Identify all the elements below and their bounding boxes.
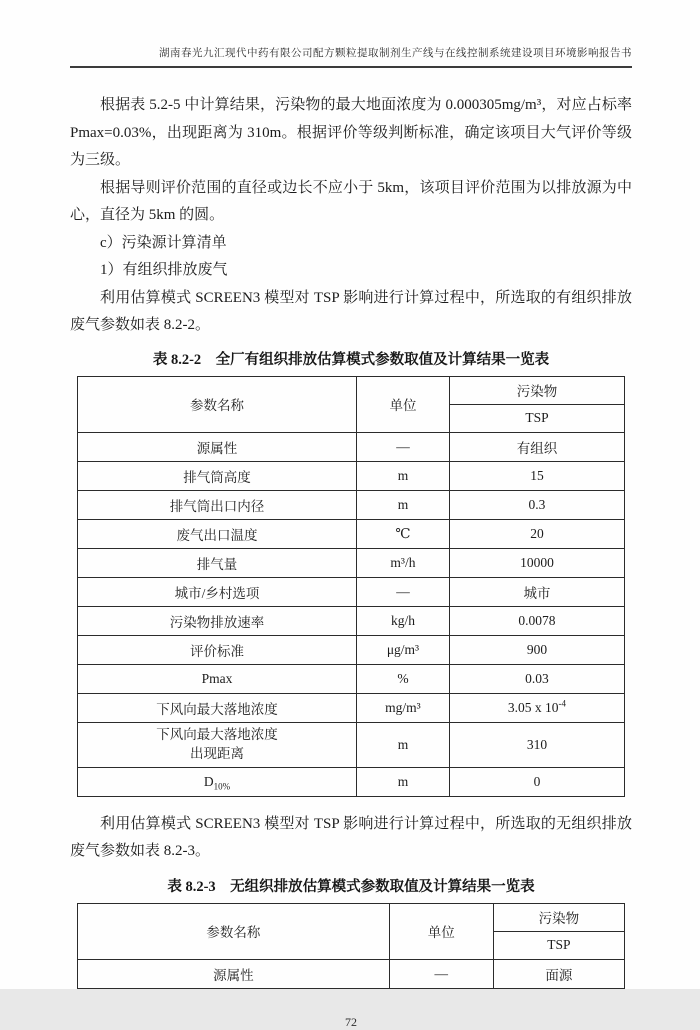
cell-param	[78, 767, 357, 796]
cell-unit: m	[356, 767, 449, 796]
table1-header-pollutant: 污染物	[449, 376, 624, 404]
cell-value	[449, 693, 624, 722]
table-unorganized-emission-params	[77, 903, 625, 989]
table-row	[78, 693, 625, 722]
cell-value: 15	[449, 461, 624, 490]
cell-unit: m	[356, 722, 449, 767]
cell-value: 10000	[449, 548, 624, 577]
cell-param: 源属性	[78, 959, 390, 988]
cell-unit: μg/m³	[356, 635, 449, 664]
param-base: D	[203, 773, 214, 789]
cell-value: 面源	[493, 959, 624, 988]
paragraph-max-concentration: 根据表 5.2-5 中计算结果，污染物的最大地面浓度为 0.000305mg/m³，对应占标率 Pmax=0.03%，出现距离为 310m。根据评价等级判断标准，确定该项目大气评价等级为三级。	[70, 97, 632, 168]
cell-param: 排气量	[78, 548, 357, 577]
cell-param: 城市/乡村选项	[78, 577, 357, 606]
cell-value: 310	[449, 722, 624, 767]
param-line-2: 出现距离	[189, 745, 244, 761]
paragraph-evaluation-range: 根据导则评价范围的直径或边长不应小于 5km，该项目评价范围为以排放源为中心，直径为 5km 的圆。	[70, 179, 632, 223]
param-line-1: 下风向最大落地浓度	[156, 727, 278, 743]
table-row	[78, 577, 625, 606]
value-mantissa: 3.05 x 10	[507, 699, 559, 715]
cell-unit: %	[356, 664, 449, 693]
table-row	[78, 959, 625, 988]
table-row	[78, 432, 625, 461]
cell-unit: —	[389, 959, 493, 988]
cell-param: 废气出口温度	[78, 519, 357, 548]
cell-value: 有组织	[449, 432, 624, 461]
cell-unit: ℃	[356, 519, 449, 548]
cell-param: 评价标准	[78, 635, 357, 664]
cell-param: 下风向最大落地浓度	[78, 693, 357, 722]
cell-value: 0	[449, 767, 624, 796]
table-row	[78, 722, 625, 767]
table-row	[78, 519, 625, 548]
table2-caption: 表 8.2-3 无组织排放估算模式参数取值及计算结果一览表	[167, 878, 535, 895]
table2-header-row-1	[78, 903, 625, 931]
table1-header-row-1	[78, 376, 625, 404]
table1-header-tsp: TSP	[449, 404, 624, 432]
param-subscript: 10%	[213, 781, 231, 792]
table-row	[78, 635, 625, 664]
table-organized-emission-params	[77, 376, 625, 797]
paragraph-screen3-organized: 利用估算模式 SCREEN3 模型对 TSP 影响进行计算过程中，所选取的有组织排放废气参数如表 8.2-2。	[70, 289, 632, 333]
table-row	[78, 548, 625, 577]
table-row	[78, 490, 625, 519]
cell-param: 污染物排放速率	[78, 606, 357, 635]
paragraph-screen3-unorganized: 利用估算模式 SCREEN3 模型对 TSP 影响进行计算过程中，所选取的无组织排放废气参数如表 8.2-3。	[70, 815, 632, 859]
cell-param: 排气筒出口内径	[78, 490, 357, 519]
cell-unit: —	[356, 432, 449, 461]
running-header: 湖南春光九汇现代中药有限公司配方颗粒提取制剂生产线与在线控制系统建设项目环境影响报告书	[70, 0, 632, 68]
cell-param: Pmax	[78, 664, 357, 693]
value-exponent: -4	[558, 698, 567, 708]
cell-unit: mg/m³	[356, 693, 449, 722]
cell-param: 源属性	[78, 432, 357, 461]
table1-header-unit: 单位	[356, 376, 449, 432]
list-item-1-organized-emission: 1）有组织排放废气	[100, 262, 228, 278]
cell-value: 900	[449, 635, 624, 664]
cell-value: 0.0078	[449, 606, 624, 635]
cell-value: 20	[449, 519, 624, 548]
table1-caption: 表 8.2-2 全厂有组织排放估算模式参数取值及计算结果一览表	[152, 351, 550, 368]
cell-unit: —	[356, 577, 449, 606]
cell-value: 0.03	[449, 664, 624, 693]
page-number: 72	[345, 1014, 357, 1029]
cell-value: 城市	[449, 577, 624, 606]
table2-header-tsp: TSP	[493, 931, 624, 959]
table2-header-param: 参数名称	[78, 903, 390, 959]
cell-param: 排气筒高度	[78, 461, 357, 490]
cell-unit: m	[356, 461, 449, 490]
table-row	[78, 606, 625, 635]
table-row	[78, 461, 625, 490]
cell-value: 0.3	[449, 490, 624, 519]
cell-unit: m³/h	[356, 548, 449, 577]
table1-header-param: 参数名称	[78, 376, 357, 432]
cell-unit: kg/h	[356, 606, 449, 635]
list-item-c-pollution-source: c）污染源计算清单	[100, 234, 227, 251]
table2-header-unit: 单位	[389, 903, 493, 959]
cell-param	[78, 722, 357, 767]
cell-unit: m	[356, 490, 449, 519]
table-row	[78, 767, 625, 796]
table2-header-pollutant: 污染物	[493, 903, 624, 931]
table-row	[78, 664, 625, 693]
